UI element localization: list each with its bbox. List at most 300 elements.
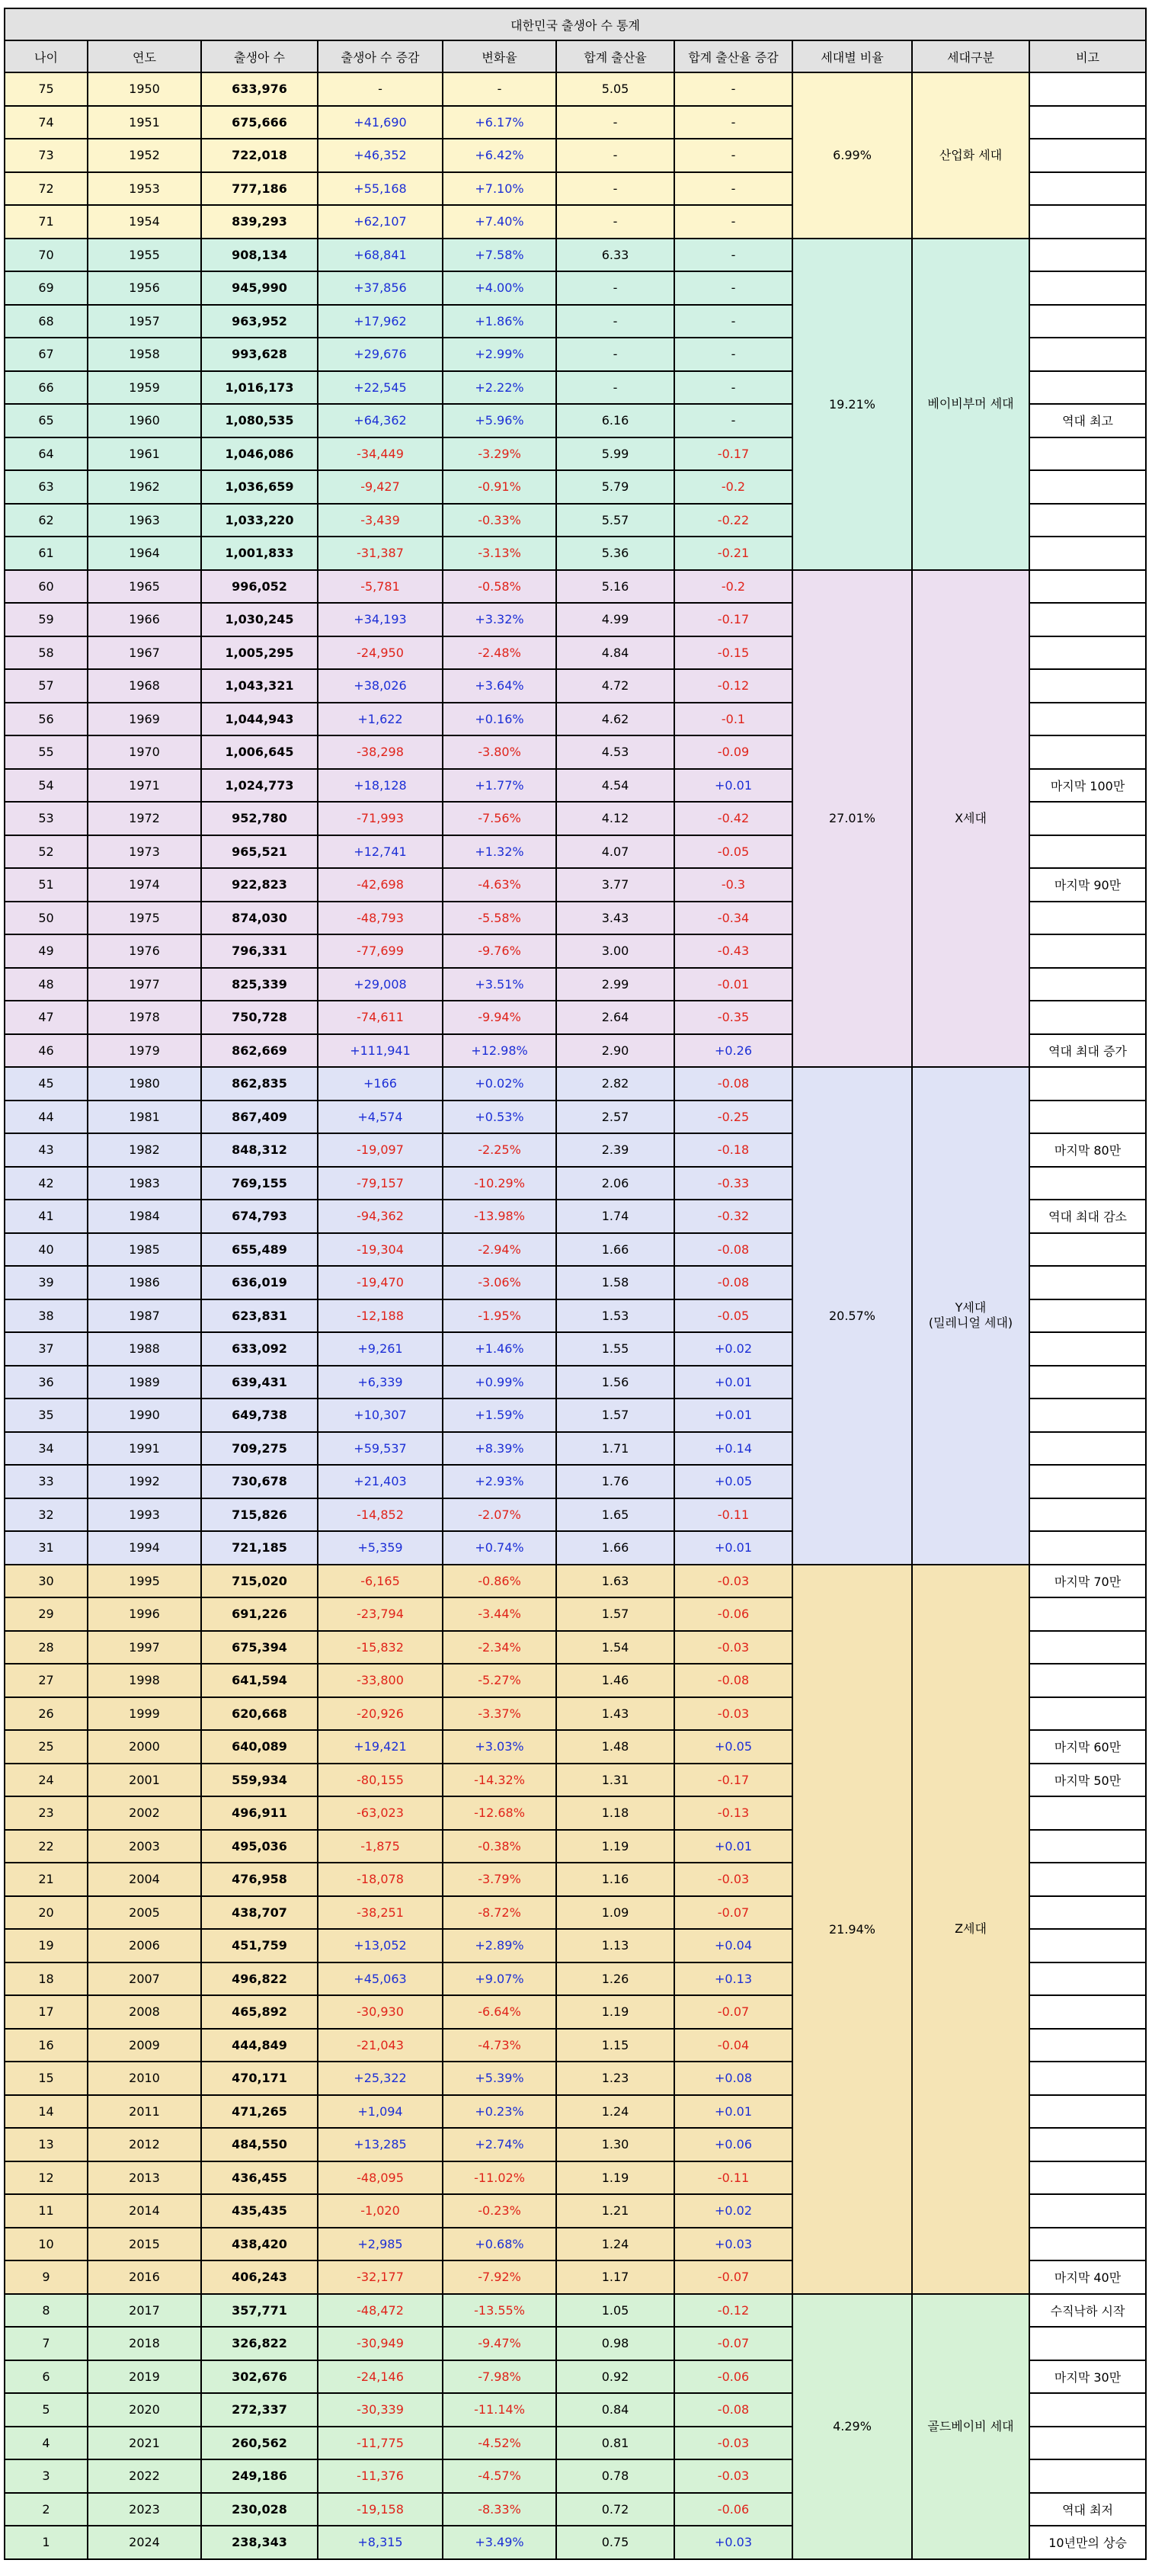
age-cell[interactable]: 17	[5, 1995, 88, 2029]
births-cell[interactable]: 633,092	[201, 1332, 318, 1366]
age-cell[interactable]: 10	[5, 2228, 88, 2261]
birth-change-cell[interactable]: -48,793	[318, 902, 443, 935]
birth-change-cell[interactable]: +34,193	[318, 603, 443, 636]
year-cell[interactable]: 1991	[88, 1432, 201, 1466]
birth-change-cell[interactable]: +4,574	[318, 1101, 443, 1134]
change-rate-cell[interactable]: -9.94%	[443, 1001, 556, 1034]
births-cell[interactable]: 675,666	[201, 106, 318, 139]
fertility-rate-cell[interactable]: 1.24	[556, 2095, 674, 2129]
fertility-change-cell[interactable]: -0.08	[674, 1266, 792, 1299]
fertility-rate-cell[interactable]: 2.99	[556, 968, 674, 1001]
note-cell[interactable]	[1029, 2128, 1146, 2161]
birth-change-cell[interactable]: +22,545	[318, 371, 443, 405]
note-cell[interactable]	[1029, 2459, 1146, 2493]
birth-change-cell[interactable]: +8,315	[318, 2526, 443, 2559]
generation-name-cell[interactable]: Z세대	[912, 1565, 1029, 2294]
note-cell[interactable]	[1029, 437, 1146, 471]
age-cell[interactable]: 26	[5, 1697, 88, 1731]
fertility-change-cell[interactable]: -0.12	[674, 669, 792, 703]
change-rate-cell[interactable]: +0.99%	[443, 1366, 556, 1399]
fertility-change-cell[interactable]: +0.01	[674, 769, 792, 803]
note-cell[interactable]: 역대 최대 감소	[1029, 1200, 1146, 1233]
year-cell[interactable]: 1971	[88, 769, 201, 803]
note-cell[interactable]	[1029, 1332, 1146, 1366]
births-cell[interactable]: 1,024,773	[201, 769, 318, 803]
year-cell[interactable]: 2000	[88, 1730, 201, 1764]
age-cell[interactable]: 7	[5, 2327, 88, 2360]
fertility-change-cell[interactable]: -0.03	[674, 2427, 792, 2460]
change-rate-cell[interactable]: -0.58%	[443, 570, 556, 604]
birth-change-cell[interactable]: +13,052	[318, 1929, 443, 1962]
year-cell[interactable]: 1979	[88, 1034, 201, 1068]
age-cell[interactable]: 58	[5, 636, 88, 670]
note-cell[interactable]: 마지막 60만	[1029, 1730, 1146, 1764]
fertility-rate-cell[interactable]: -	[556, 371, 674, 405]
fertility-rate-cell[interactable]: 0.81	[556, 2427, 674, 2460]
year-cell[interactable]: 1956	[88, 271, 201, 305]
year-cell[interactable]: 1977	[88, 968, 201, 1001]
year-cell[interactable]: 1968	[88, 669, 201, 703]
births-cell[interactable]: 623,831	[201, 1299, 318, 1333]
age-cell[interactable]: 25	[5, 1730, 88, 1764]
fertility-rate-cell[interactable]: 1.48	[556, 1730, 674, 1764]
fertility-rate-cell[interactable]: 1.19	[556, 1830, 674, 1863]
fertility-rate-cell[interactable]: 1.16	[556, 1863, 674, 1896]
note-cell[interactable]	[1029, 1863, 1146, 1896]
birth-change-cell[interactable]: -19,158	[318, 2493, 443, 2526]
birth-change-cell[interactable]: -48,472	[318, 2294, 443, 2328]
birth-change-cell[interactable]: -11,775	[318, 2427, 443, 2460]
births-cell[interactable]: 730,678	[201, 1465, 318, 1498]
fertility-change-cell[interactable]: -0.06	[674, 1597, 792, 1631]
births-cell[interactable]: 641,594	[201, 1664, 318, 1697]
year-cell[interactable]: 1960	[88, 404, 201, 437]
fertility-change-cell[interactable]: +0.03	[674, 2526, 792, 2559]
birth-change-cell[interactable]: -63,023	[318, 1796, 443, 1830]
fertility-change-cell[interactable]: -0.42	[674, 802, 792, 835]
year-cell[interactable]: 1988	[88, 1332, 201, 1366]
age-cell[interactable]: 39	[5, 1266, 88, 1299]
year-cell[interactable]: 1998	[88, 1664, 201, 1697]
fertility-change-cell[interactable]: -0.08	[674, 1664, 792, 1697]
age-cell[interactable]: 66	[5, 371, 88, 405]
birth-change-cell[interactable]: -23,794	[318, 1597, 443, 1631]
fertility-change-cell[interactable]: +0.04	[674, 1929, 792, 1962]
year-cell[interactable]: 2008	[88, 1995, 201, 2029]
births-cell[interactable]: 636,019	[201, 1266, 318, 1299]
note-cell[interactable]	[1029, 1995, 1146, 2029]
births-cell[interactable]: 1,005,295	[201, 636, 318, 670]
birth-change-cell[interactable]: +37,856	[318, 271, 443, 305]
age-cell[interactable]: 68	[5, 305, 88, 338]
year-cell[interactable]: 1967	[88, 636, 201, 670]
age-cell[interactable]: 30	[5, 1565, 88, 1598]
fertility-change-cell[interactable]: -	[674, 172, 792, 206]
fertility-change-cell[interactable]: -	[674, 139, 792, 172]
fertility-rate-cell[interactable]: 2.57	[556, 1101, 674, 1134]
note-cell[interactable]: 마지막 100만	[1029, 769, 1146, 803]
note-cell[interactable]: 마지막 70만	[1029, 1565, 1146, 1598]
births-cell[interactable]: 867,409	[201, 1101, 318, 1134]
fertility-rate-cell[interactable]: -	[556, 106, 674, 139]
birth-change-cell[interactable]: -24,950	[318, 636, 443, 670]
year-cell[interactable]: 1982	[88, 1133, 201, 1167]
birth-change-cell[interactable]: -5,781	[318, 570, 443, 604]
births-cell[interactable]: 496,911	[201, 1796, 318, 1830]
year-cell[interactable]: 1959	[88, 371, 201, 405]
note-cell[interactable]	[1029, 1432, 1146, 1466]
fertility-change-cell[interactable]: +0.01	[674, 1366, 792, 1399]
fertility-change-cell[interactable]: -0.15	[674, 636, 792, 670]
note-cell[interactable]	[1029, 1597, 1146, 1631]
fertility-change-cell[interactable]: -0.03	[674, 1863, 792, 1896]
header-birth-change[interactable]: 출생아 수 증감	[318, 40, 443, 72]
fertility-rate-cell[interactable]: 1.19	[556, 1995, 674, 2029]
birth-change-cell[interactable]: +111,941	[318, 1034, 443, 1068]
births-cell[interactable]: 777,186	[201, 172, 318, 206]
birth-change-cell[interactable]: -21,043	[318, 2029, 443, 2062]
birth-change-cell[interactable]: -14,852	[318, 1498, 443, 1532]
fertility-rate-cell[interactable]: 1.05	[556, 2294, 674, 2328]
age-cell[interactable]: 69	[5, 271, 88, 305]
change-rate-cell[interactable]: -4.73%	[443, 2029, 556, 2062]
year-cell[interactable]: 1952	[88, 139, 201, 172]
header-age[interactable]: 나이	[5, 40, 88, 72]
fertility-rate-cell[interactable]: 1.46	[556, 1664, 674, 1697]
fertility-change-cell[interactable]: -0.03	[674, 1697, 792, 1731]
age-cell[interactable]: 65	[5, 404, 88, 437]
age-cell[interactable]: 31	[5, 1531, 88, 1565]
age-cell[interactable]: 52	[5, 835, 88, 869]
year-cell[interactable]: 1972	[88, 802, 201, 835]
fertility-rate-cell[interactable]: 5.36	[556, 537, 674, 570]
birth-change-cell[interactable]: +17,962	[318, 305, 443, 338]
year-cell[interactable]: 1958	[88, 338, 201, 371]
age-cell[interactable]: 33	[5, 1465, 88, 1498]
year-cell[interactable]: 1966	[88, 603, 201, 636]
note-cell[interactable]	[1029, 1796, 1146, 1830]
change-rate-cell[interactable]: -8.33%	[443, 2493, 556, 2526]
fertility-change-cell[interactable]: -0.18	[674, 1133, 792, 1167]
note-cell[interactable]	[1029, 1896, 1146, 1930]
fertility-change-cell[interactable]: -0.1	[674, 703, 792, 736]
fertility-rate-cell[interactable]: 0.78	[556, 2459, 674, 2493]
births-cell[interactable]: 945,990	[201, 271, 318, 305]
note-cell[interactable]	[1029, 1830, 1146, 1863]
fertility-rate-cell[interactable]: 0.75	[556, 2526, 674, 2559]
age-cell[interactable]: 45	[5, 1067, 88, 1101]
note-cell[interactable]	[1029, 2161, 1146, 2195]
age-cell[interactable]: 48	[5, 968, 88, 1001]
fertility-rate-cell[interactable]: 6.33	[556, 239, 674, 272]
note-cell[interactable]: 마지막 80만	[1029, 1133, 1146, 1167]
fertility-rate-cell[interactable]: 1.58	[556, 1266, 674, 1299]
fertility-rate-cell[interactable]: 1.23	[556, 2062, 674, 2095]
birth-change-cell[interactable]: -30,949	[318, 2327, 443, 2360]
age-cell[interactable]: 18	[5, 1962, 88, 1996]
fertility-change-cell[interactable]: -0.21	[674, 537, 792, 570]
fertility-change-cell[interactable]: +0.13	[674, 1962, 792, 1996]
fertility-rate-cell[interactable]: 0.84	[556, 2393, 674, 2427]
fertility-change-cell[interactable]: +0.01	[674, 1399, 792, 1432]
birth-change-cell[interactable]: -9,427	[318, 470, 443, 504]
fertility-rate-cell[interactable]: 5.57	[556, 504, 674, 537]
year-cell[interactable]: 2001	[88, 1764, 201, 1797]
fertility-rate-cell[interactable]: 1.74	[556, 1200, 674, 1233]
year-cell[interactable]: 1969	[88, 703, 201, 736]
fertility-rate-cell[interactable]: 1.71	[556, 1432, 674, 1466]
note-cell[interactable]	[1029, 570, 1146, 604]
note-cell[interactable]: 마지막 40만	[1029, 2260, 1146, 2294]
fertility-rate-cell[interactable]: -	[556, 305, 674, 338]
generation-name-cell[interactable]: 베이비부머 세대	[912, 239, 1029, 570]
births-cell[interactable]: 1,043,321	[201, 669, 318, 703]
year-cell[interactable]: 1953	[88, 172, 201, 206]
age-cell[interactable]: 71	[5, 205, 88, 239]
age-cell[interactable]: 51	[5, 868, 88, 902]
change-rate-cell[interactable]: -3.37%	[443, 1697, 556, 1731]
note-cell[interactable]	[1029, 1299, 1146, 1333]
year-cell[interactable]: 1961	[88, 437, 201, 471]
age-cell[interactable]: 2	[5, 2493, 88, 2526]
year-cell[interactable]: 1950	[88, 72, 201, 106]
change-rate-cell[interactable]: +3.64%	[443, 669, 556, 703]
birth-change-cell[interactable]: -1,020	[318, 2194, 443, 2228]
change-rate-cell[interactable]: +1.32%	[443, 835, 556, 869]
fertility-change-cell[interactable]: +0.01	[674, 2095, 792, 2129]
change-rate-cell[interactable]: +7.40%	[443, 205, 556, 239]
header-births[interactable]: 출생아 수	[201, 40, 318, 72]
header-generation[interactable]: 세대구분	[912, 40, 1029, 72]
fertility-rate-cell[interactable]: 0.72	[556, 2493, 674, 2526]
year-cell[interactable]: 1992	[88, 1465, 201, 1498]
fertility-rate-cell[interactable]: -	[556, 139, 674, 172]
fertility-change-cell[interactable]: -0.25	[674, 1101, 792, 1134]
birth-change-cell[interactable]: +29,676	[318, 338, 443, 371]
year-cell[interactable]: 1965	[88, 570, 201, 604]
fertility-change-cell[interactable]: -0.35	[674, 1001, 792, 1034]
fertility-change-cell[interactable]: +0.05	[674, 1730, 792, 1764]
fertility-rate-cell[interactable]: 1.53	[556, 1299, 674, 1333]
birth-change-cell[interactable]: +25,322	[318, 2062, 443, 2095]
births-cell[interactable]: 249,186	[201, 2459, 318, 2493]
fertility-change-cell[interactable]: -0.07	[674, 1995, 792, 2029]
fertility-rate-cell[interactable]: 1.17	[556, 2260, 674, 2294]
note-cell[interactable]	[1029, 139, 1146, 172]
note-cell[interactable]	[1029, 968, 1146, 1001]
age-cell[interactable]: 28	[5, 1631, 88, 1664]
age-cell[interactable]: 42	[5, 1167, 88, 1200]
note-cell[interactable]	[1029, 1631, 1146, 1664]
birth-change-cell[interactable]: -24,146	[318, 2360, 443, 2394]
note-cell[interactable]	[1029, 1531, 1146, 1565]
year-cell[interactable]: 1995	[88, 1565, 201, 1598]
note-cell[interactable]	[1029, 239, 1146, 272]
fertility-rate-cell[interactable]: 5.79	[556, 470, 674, 504]
change-rate-cell[interactable]: -3.44%	[443, 1597, 556, 1631]
change-rate-cell[interactable]: -3.29%	[443, 437, 556, 471]
fertility-change-cell[interactable]: -0.01	[674, 968, 792, 1001]
age-cell[interactable]: 40	[5, 1233, 88, 1267]
births-cell[interactable]: 495,036	[201, 1830, 318, 1863]
births-cell[interactable]: 639,431	[201, 1366, 318, 1399]
age-cell[interactable]: 4	[5, 2427, 88, 2460]
birth-change-cell[interactable]: -	[318, 72, 443, 106]
note-cell[interactable]	[1029, 902, 1146, 935]
change-rate-cell[interactable]: -0.86%	[443, 1565, 556, 1598]
birth-change-cell[interactable]: +21,403	[318, 1465, 443, 1498]
note-cell[interactable]	[1029, 1929, 1146, 1962]
births-cell[interactable]: 839,293	[201, 205, 318, 239]
note-cell[interactable]	[1029, 802, 1146, 835]
note-cell[interactable]	[1029, 636, 1146, 670]
fertility-rate-cell[interactable]: -	[556, 172, 674, 206]
age-cell[interactable]: 75	[5, 72, 88, 106]
change-rate-cell[interactable]: +2.93%	[443, 1465, 556, 1498]
fertility-rate-cell[interactable]: 4.72	[556, 669, 674, 703]
fertility-rate-cell[interactable]: 1.57	[556, 1597, 674, 1631]
birth-change-cell[interactable]: -15,832	[318, 1631, 443, 1664]
year-cell[interactable]: 2012	[88, 2128, 201, 2161]
births-cell[interactable]: 750,728	[201, 1001, 318, 1034]
fertility-rate-cell[interactable]: 4.07	[556, 835, 674, 869]
note-cell[interactable]	[1029, 1001, 1146, 1034]
fertility-change-cell[interactable]: -0.32	[674, 1200, 792, 1233]
note-cell[interactable]	[1029, 106, 1146, 139]
year-cell[interactable]: 1954	[88, 205, 201, 239]
age-cell[interactable]: 21	[5, 1863, 88, 1896]
fertility-change-cell[interactable]: -	[674, 106, 792, 139]
birth-change-cell[interactable]: +2,985	[318, 2228, 443, 2261]
age-cell[interactable]: 53	[5, 802, 88, 835]
fertility-rate-cell[interactable]: 2.64	[556, 1001, 674, 1034]
change-rate-cell[interactable]: +3.51%	[443, 968, 556, 1001]
birth-change-cell[interactable]: +46,352	[318, 139, 443, 172]
header-year[interactable]: 연도	[88, 40, 201, 72]
fertility-rate-cell[interactable]: 3.43	[556, 902, 674, 935]
change-rate-cell[interactable]: -5.27%	[443, 1664, 556, 1697]
birth-change-cell[interactable]: -38,251	[318, 1896, 443, 1930]
age-cell[interactable]: 72	[5, 172, 88, 206]
birth-change-cell[interactable]: -1,875	[318, 1830, 443, 1863]
births-cell[interactable]: 649,738	[201, 1399, 318, 1432]
fertility-rate-cell[interactable]: 5.05	[556, 72, 674, 106]
note-cell[interactable]	[1029, 504, 1146, 537]
birth-change-cell[interactable]: -48,095	[318, 2161, 443, 2195]
birth-change-cell[interactable]: -74,611	[318, 1001, 443, 1034]
births-cell[interactable]: 1,033,220	[201, 504, 318, 537]
change-rate-cell[interactable]: +1.86%	[443, 305, 556, 338]
note-cell[interactable]	[1029, 470, 1146, 504]
age-cell[interactable]: 63	[5, 470, 88, 504]
fertility-change-cell[interactable]: -0.07	[674, 1896, 792, 1930]
fertility-rate-cell[interactable]: 1.15	[556, 2029, 674, 2062]
fertility-change-cell[interactable]: +0.08	[674, 2062, 792, 2095]
note-cell[interactable]	[1029, 835, 1146, 869]
year-cell[interactable]: 2013	[88, 2161, 201, 2195]
note-cell[interactable]	[1029, 2029, 1146, 2062]
fertility-rate-cell[interactable]: 1.21	[556, 2194, 674, 2228]
change-rate-cell[interactable]: +1.77%	[443, 769, 556, 803]
note-cell[interactable]: 역대 최저	[1029, 2493, 1146, 2526]
fertility-change-cell[interactable]: -	[674, 271, 792, 305]
year-cell[interactable]: 1993	[88, 1498, 201, 1532]
births-cell[interactable]: 874,030	[201, 902, 318, 935]
note-cell[interactable]	[1029, 2393, 1146, 2427]
generation-ratio-cell[interactable]: 19.21%	[792, 239, 912, 570]
year-cell[interactable]: 2016	[88, 2260, 201, 2294]
fertility-rate-cell[interactable]: 1.19	[556, 2161, 674, 2195]
note-cell[interactable]	[1029, 1167, 1146, 1200]
change-rate-cell[interactable]: -5.58%	[443, 902, 556, 935]
fertility-change-cell[interactable]: -0.43	[674, 934, 792, 968]
change-rate-cell[interactable]: -2.94%	[443, 1233, 556, 1267]
births-cell[interactable]: 260,562	[201, 2427, 318, 2460]
fertility-rate-cell[interactable]: 2.39	[556, 1133, 674, 1167]
year-cell[interactable]: 2010	[88, 2062, 201, 2095]
change-rate-cell[interactable]: -9.76%	[443, 934, 556, 968]
births-cell[interactable]: 965,521	[201, 835, 318, 869]
births-cell[interactable]: 238,343	[201, 2526, 318, 2559]
note-cell[interactable]	[1029, 934, 1146, 968]
fertility-change-cell[interactable]: -0.04	[674, 2029, 792, 2062]
year-cell[interactable]: 1981	[88, 1101, 201, 1134]
birth-change-cell[interactable]: +1,094	[318, 2095, 443, 2129]
note-cell[interactable]	[1029, 1101, 1146, 1134]
births-cell[interactable]: 862,835	[201, 1067, 318, 1101]
fertility-change-cell[interactable]: -0.06	[674, 2493, 792, 2526]
fertility-rate-cell[interactable]: 1.66	[556, 1233, 674, 1267]
fertility-rate-cell[interactable]: 1.65	[556, 1498, 674, 1532]
age-cell[interactable]: 20	[5, 1896, 88, 1930]
births-cell[interactable]: 471,265	[201, 2095, 318, 2129]
age-cell[interactable]: 41	[5, 1200, 88, 1233]
fertility-change-cell[interactable]: +0.01	[674, 1531, 792, 1565]
births-cell[interactable]: 769,155	[201, 1167, 318, 1200]
generation-ratio-cell[interactable]: 20.57%	[792, 1067, 912, 1565]
births-cell[interactable]: 848,312	[201, 1133, 318, 1167]
year-cell[interactable]: 1964	[88, 537, 201, 570]
year-cell[interactable]: 1989	[88, 1366, 201, 1399]
age-cell[interactable]: 47	[5, 1001, 88, 1034]
change-rate-cell[interactable]: +2.74%	[443, 2128, 556, 2161]
fertility-change-cell[interactable]: -0.03	[674, 2459, 792, 2493]
births-cell[interactable]: 470,171	[201, 2062, 318, 2095]
age-cell[interactable]: 9	[5, 2260, 88, 2294]
year-cell[interactable]: 1990	[88, 1399, 201, 1432]
year-cell[interactable]: 1970	[88, 735, 201, 769]
change-rate-cell[interactable]: +2.22%	[443, 371, 556, 405]
change-rate-cell[interactable]: +0.53%	[443, 1101, 556, 1134]
births-cell[interactable]: 496,822	[201, 1962, 318, 1996]
change-rate-cell[interactable]: +6.17%	[443, 106, 556, 139]
year-cell[interactable]: 1962	[88, 470, 201, 504]
fertility-rate-cell[interactable]: 1.26	[556, 1962, 674, 1996]
age-cell[interactable]: 15	[5, 2062, 88, 2095]
change-rate-cell[interactable]: +2.89%	[443, 1929, 556, 1962]
change-rate-cell[interactable]: -7.98%	[443, 2360, 556, 2394]
birth-change-cell[interactable]: +38,026	[318, 669, 443, 703]
fertility-change-cell[interactable]: -0.17	[674, 437, 792, 471]
births-cell[interactable]: 952,780	[201, 802, 318, 835]
birth-change-cell[interactable]: -19,304	[318, 1233, 443, 1267]
birth-change-cell[interactable]: +18,128	[318, 769, 443, 803]
change-rate-cell[interactable]: -7.56%	[443, 802, 556, 835]
age-cell[interactable]: 29	[5, 1597, 88, 1631]
birth-change-cell[interactable]: -32,177	[318, 2260, 443, 2294]
birth-change-cell[interactable]: +55,168	[318, 172, 443, 206]
births-cell[interactable]: 996,052	[201, 570, 318, 604]
